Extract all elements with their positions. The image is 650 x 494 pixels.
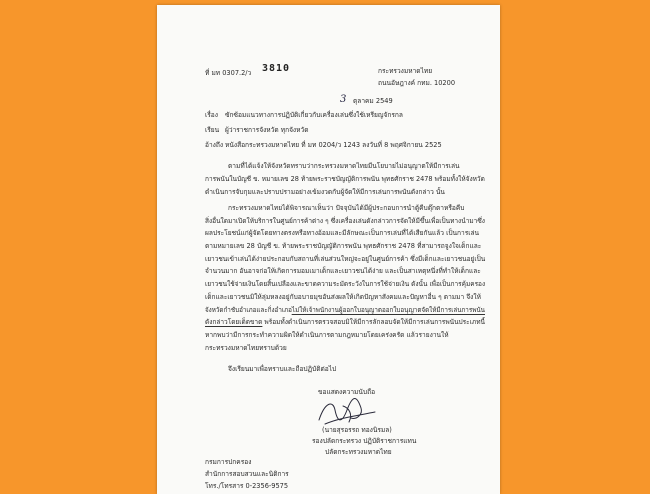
paragraph-2-line: สิ่งอื่นใดมาเปิดให้บริการในศูนย์การค้าต่าง ๆ ซึ่งเครื่องเล่นดังกล่าวการจัดให้มีขึ้นเพื่อเป็นทางนำมาซึ่ง bbox=[205, 217, 485, 225]
underlined-segment: ดังกล่าวโดยเด็ดขาด bbox=[205, 318, 263, 326]
paragraph-1-line: การพนันในบัญชี ข. หมายเลข 28 ท้ายพระราชบัญญัติการพนัน พุทธศักราช 2478 พร้อมทั้งให้จังหวัด bbox=[205, 175, 485, 183]
sender-organization: กระทรวงมหาดไทย bbox=[378, 67, 433, 75]
date-month-year: ตุลาคม 2549 bbox=[353, 97, 393, 105]
footer-office: สำนักการสอบสวนและนิติการ bbox=[205, 470, 289, 478]
paragraph-2-line bbox=[205, 317, 485, 327]
underlined-segment: ไม่ให้เจ้าพนักงานผู้ออกใบอนุญาตออกใบอนุญาตจัดให้มีการเล่นการพนัน bbox=[291, 306, 485, 314]
sender-address: ถนนอัษฎางค์ กทม. 10200 bbox=[378, 79, 456, 87]
paragraph-2-line: ผลประโยชน์แก่ผู้จัดโดยทางตรงหรือทางอ้อมและมีลักษณะเป็นการเล่นที่ได้เสียกันแล้ว เป็นการเล่น bbox=[205, 229, 480, 237]
paragraph-2-line: เด็กและเยาวชนมิให้ลุ่มหลงอยู่กับอบายมุขอันส่งผลให้เกิดปัญหาสังคมและปัญหาอื่น ๆ ตามมา จึงให้ bbox=[205, 293, 481, 301]
signoff: ขอแสดงความนับถือ bbox=[318, 388, 376, 396]
footer-phone: โทร./โทรสาร 0-2356-9575 bbox=[205, 482, 289, 490]
paragraph-2-line: กระทรวงมหาดไทยทราบด้วย bbox=[205, 344, 287, 352]
reference-number-label: ที่ มท 0307.2/ว bbox=[205, 69, 252, 77]
signatory-name: (นายสุรอรรถ ทองนิรมล) bbox=[322, 426, 392, 434]
paragraph-2-line: หากพบว่ามีการกระทำความผิดให้ดำเนินการตามกฎหมายโดยเคร่งครัด แล้วรายงานให้ bbox=[205, 331, 449, 339]
paragraph-2-line: จำนวนมาก อันอาจก่อให้เกิดการมอมเมาเด็กและเยาวชนได้ง่าย และเป็นสาเหตุหนึ่งที่ทำให้เด็กและ bbox=[205, 267, 481, 275]
paragraph-1-line: ดำเนินการจับกุมและปราบปรามอย่างเข้มงวดกับผู้จัดให้มีการเล่นการพนันดังกล่าว นั้น bbox=[205, 188, 445, 196]
paragraph-2-line bbox=[205, 305, 485, 315]
subject-label: เรื่อง bbox=[205, 111, 218, 119]
date-day-handwritten: 3 bbox=[340, 94, 347, 105]
paragraph-2-line: เยาวชนเข้าเล่นได้ง่ายประกอบกับสถานที่เล่นส่วนใหญ่จะอยู่ในศูนย์การค้า ซึ่งมีเด็กและเยาวชนอยู่เป็น bbox=[205, 255, 486, 263]
reference-line bbox=[205, 140, 485, 150]
reference-text: หนังสือกระทรวงมหาดไทย ที่ มท 0204/ว 1243 ลงวันที่ 8 พฤศจิกายน 2525 bbox=[225, 141, 442, 149]
paragraph-2-line: ตามหมายเลข 28 บัญชี ข. ท้ายพระราชบัญญัติการพนัน พุทธศักราช 2478 ที่สามารถจูงใจเด็กและ bbox=[205, 242, 482, 250]
signature bbox=[315, 396, 379, 428]
signatory-on-behalf-of: ปลัดกระทรวงมหาดไทย bbox=[325, 448, 392, 456]
recipient-line bbox=[205, 125, 485, 135]
signatory-position: รองปลัดกระทรวง ปฏิบัติราชการแทน bbox=[312, 437, 417, 445]
paragraph-2-segment: พร้อมทั้งดำเนินการตรวจสอบมิให้มีการลักลอบจัดให้มีการเล่นการพนันประเภทนี้ bbox=[262, 318, 485, 326]
paragraph-2-line: เยาวชนใช้จ่ายเงินโดยสิ้นเปลืองและขาดความระมัดระวังในการใช้จ่ายเงิน ดังนั้น เพื่อเป็นการคุ้มครอง bbox=[205, 280, 486, 288]
paragraph-1-line: ตามที่ได้แจ้งให้จังหวัดทราบว่ากระทรวงมหาดไทยมีนโยบายไม่อนุญาตให้มีการเล่น bbox=[228, 162, 460, 170]
letter-paper bbox=[157, 5, 500, 494]
paragraph-2-line: กระทรวงมหาดไทยได้พิจารณาเห็นว่า ปัจจุบันได้มีผู้ประกอบการนำตู้คีบตุ๊กตาหรือคีบ bbox=[228, 204, 465, 212]
subject-line bbox=[205, 110, 485, 120]
paragraph-2-segment: จังหวัดกำชับอำเภอและกิ่งอำเภอ bbox=[205, 306, 292, 314]
recipient-label: เรียน bbox=[205, 126, 220, 134]
closing-line: จึงเรียนมาเพื่อทราบและถือปฏิบัติต่อไป bbox=[228, 365, 337, 373]
recipient-text: ผู้ว่าราชการจังหวัด ทุกจังหวัด bbox=[225, 126, 309, 134]
reference-number: 3810 bbox=[262, 63, 291, 74]
subject-text: ซักซ้อมแนวทางการปฏิบัติเกี่ยวกับเครื่องเล่นซึ่งใช้เหรียญจักรกล bbox=[225, 111, 403, 119]
footer-department: กรมการปกครอง bbox=[205, 458, 252, 466]
reference-label: อ้างถึง bbox=[205, 141, 224, 149]
